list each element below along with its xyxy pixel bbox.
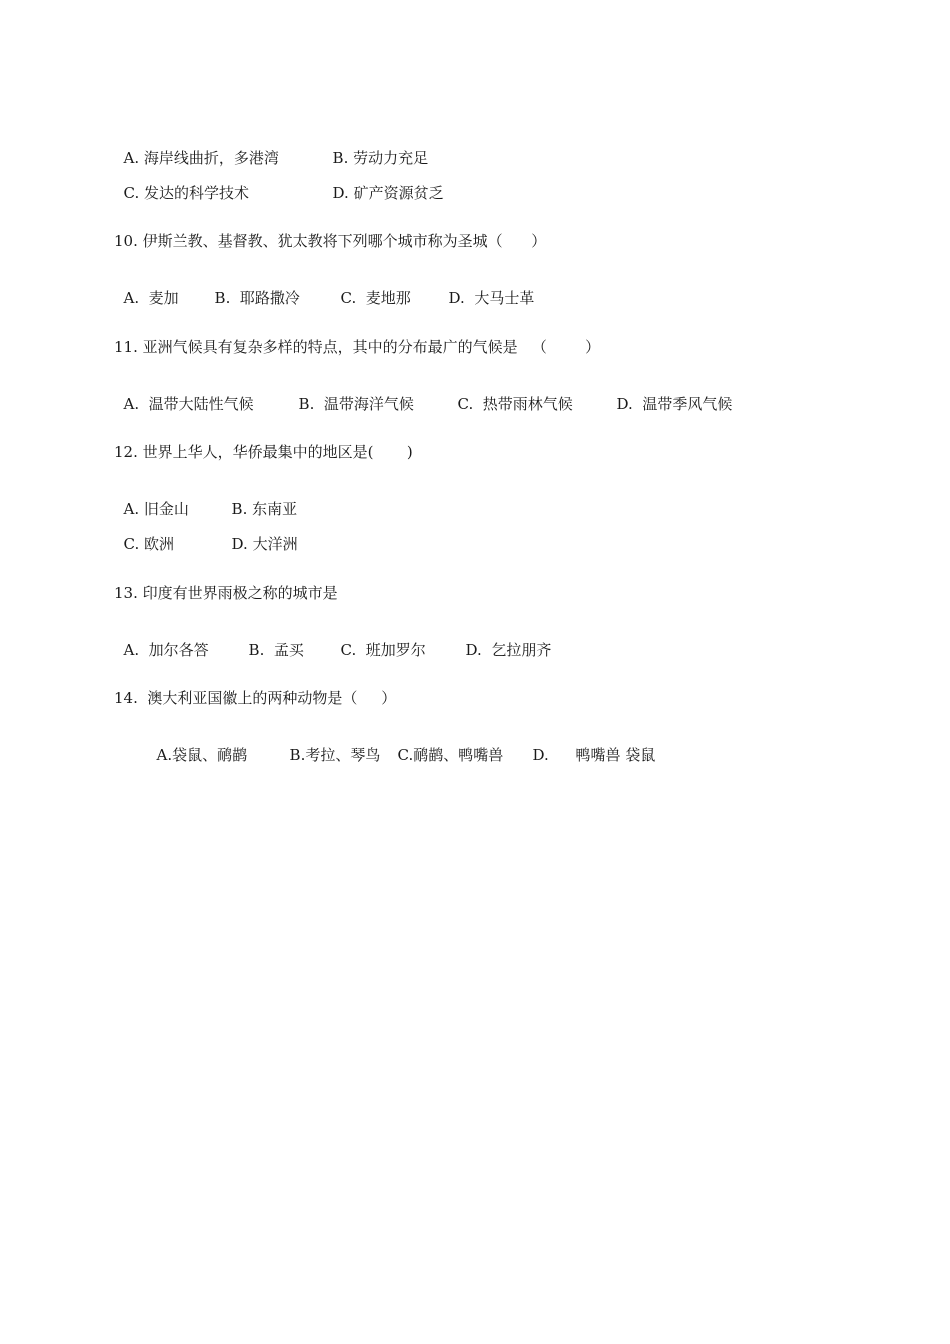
- q14-option-d-text: 鸭嘴兽 袋鼠: [575, 746, 656, 764]
- q13-options: [114, 617, 551, 661]
- q13-option-d: D. 乞拉朋齐: [465, 641, 552, 659]
- q12-option-d: D. 大洋洲: [231, 535, 298, 553]
- q14-options: [147, 722, 655, 766]
- q12-option-c: C. 欧洲: [123, 535, 175, 553]
- q13-stem: 13. 印度有世界雨极之称的城市是: [114, 584, 338, 602]
- q10-options: [114, 265, 534, 309]
- q9-option-c: C. 发达的科学技术: [123, 184, 250, 202]
- q11-option-a: A. 温带大陆性气候: [123, 395, 254, 413]
- q10-option-b: B. 耶路撒冷: [214, 289, 300, 307]
- q14-option-d-letter: D.: [532, 746, 549, 764]
- q11-option-c: C. 热带雨林气候: [457, 395, 573, 413]
- q11-options: [114, 371, 732, 415]
- q9-option-b: B. 劳动力充足: [332, 149, 429, 167]
- q14-stem: 14. 澳大利亚国徽上的两种动物是（ ）: [114, 689, 397, 707]
- q12-stem: 12. 世界上华人，华侨最集中的地区是( ): [114, 443, 413, 461]
- q11-option-b: B. 温带海洋气候: [298, 395, 414, 413]
- q13-option-c: C. 班加罗尔: [340, 641, 426, 659]
- q14-option-c: C.鸸鹋、鸭嘴兽: [397, 746, 504, 764]
- q12-option-a: A. 旧金山: [123, 500, 189, 518]
- q14-option-a: A.袋鼠、鸸鹋: [156, 746, 248, 764]
- q13-option-a: A. 加尔各答: [123, 641, 209, 659]
- q10-stem: 10. 伊斯兰教、基督教、犹太教将下列哪个城市称为圣城（ ）: [114, 232, 547, 250]
- q11-option-d: D. 温带季风气候: [616, 395, 733, 413]
- q11-stem: 11. 亚洲气候具有复杂多样的特点，其中的分布最广的气候是 （ ）: [114, 338, 601, 356]
- q12-option-b: B. 东南亚: [231, 500, 298, 518]
- q9-option-a: A. 海岸线曲折，多港湾: [123, 149, 279, 167]
- q12-options-row2: [114, 511, 298, 555]
- q14-option-b: B.考拉、琴鸟: [289, 746, 381, 764]
- q10-option-c: C. 麦地那: [340, 289, 411, 307]
- q10-option-a: A. 麦加: [123, 289, 179, 307]
- q10-option-d: D. 大马士革: [448, 289, 535, 307]
- q9-option-d: D. 矿产资源贫乏: [332, 184, 444, 202]
- q9-options-row2: [114, 160, 444, 204]
- q13-option-b: B. 孟买: [248, 641, 304, 659]
